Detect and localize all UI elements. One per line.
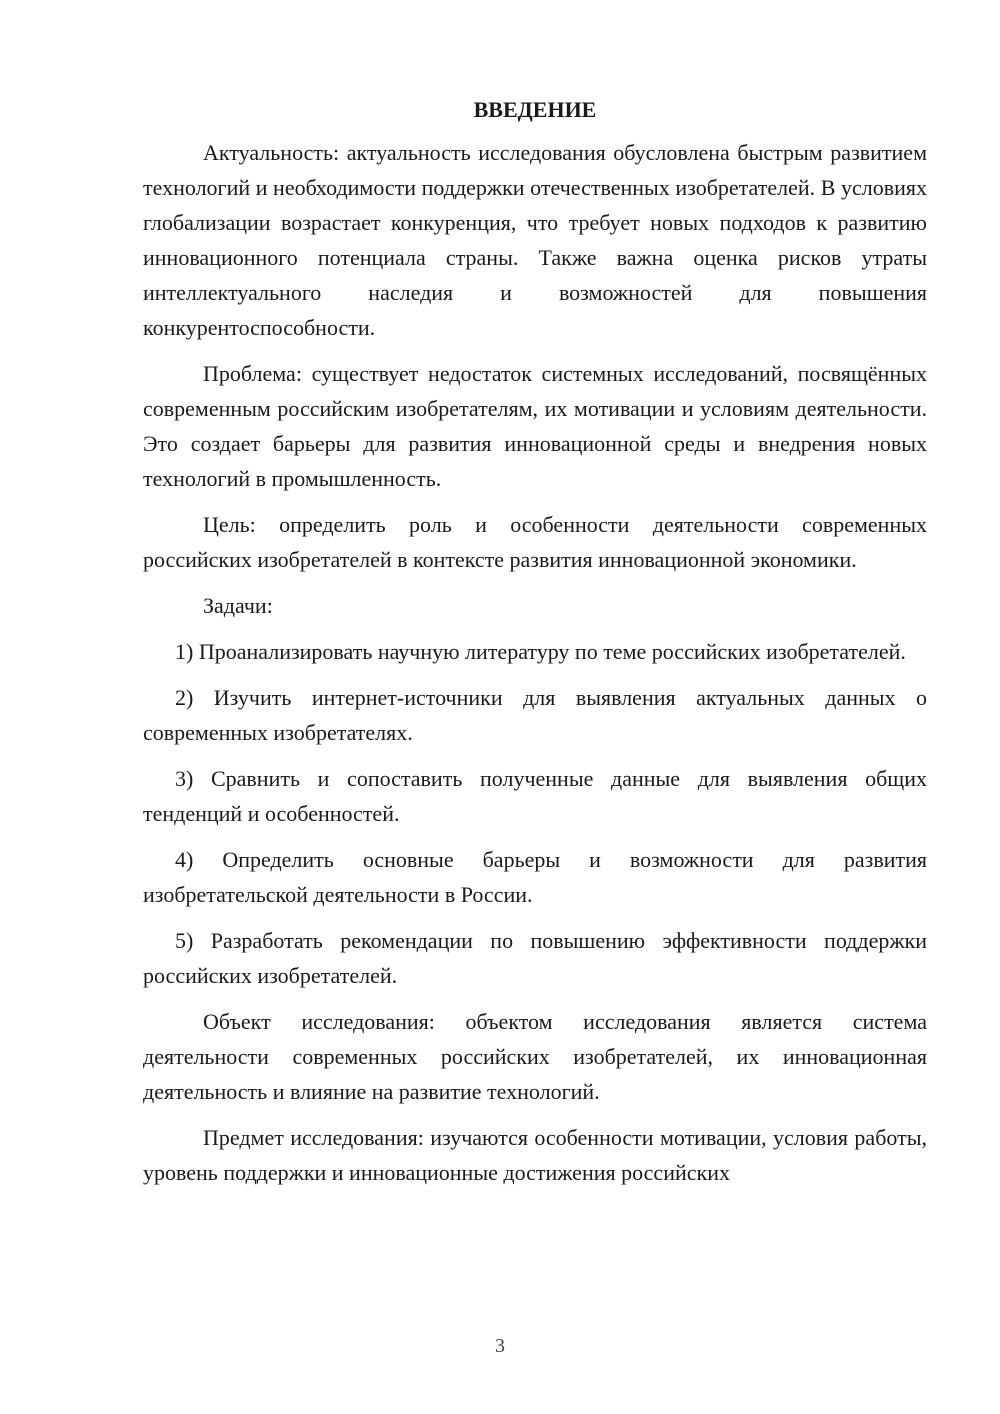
task-item-3: 3) Сравнить и сопоставить полученные данные для выявления общих тенденций и особенностей. bbox=[143, 766, 927, 826]
task-item-4: 4) Определить основные барьеры и возможности для развития изобретательской деятельности в России. bbox=[143, 847, 927, 907]
page-number: 3 bbox=[495, 1335, 505, 1357]
paragraph-relevance: Актуальность: актуальность исследования обусловлена быстрым развитием технологий и необходимости поддержки отечественных изобретателей. В условиях глобализации возрастает конкуренция, что требует новых подходов к развитию инновационного потенциала страны. Также важна оценка рисков утраты интеллектуального наследия и возможностей для повышения конкурентоспособности. bbox=[143, 140, 927, 340]
task-item-1: 1) Проанализировать научную литературу по теме российских изобретателей. bbox=[175, 639, 906, 664]
paragraph-goal: Цель: определить роль и особенности деятельности современных российских изобретателей в контексте развития инновационной экономики. bbox=[143, 512, 927, 572]
paragraph-problem: Проблема: существует недостаток системных исследований, посвящённых современным российским изобретателям, их мотивации и условиям деятельности. Это создает барьеры для развития инновационной среды и внедрения новых технологий в промышленность. bbox=[143, 361, 927, 491]
paragraph-subject: Предмет исследования: изучаются особенности мотивации, условия работы, уровень поддержки и инновационные достижения российских bbox=[143, 1125, 927, 1185]
tasks-label: Задачи: bbox=[203, 593, 273, 618]
task-item-2: 2) Изучить интернет-источники для выявления актуальных данных о современных изобретателях. bbox=[143, 685, 927, 745]
section-heading: ВВЕДЕНИЕ bbox=[473, 97, 597, 122]
document-page bbox=[143, 92, 927, 1201]
paragraph-object: Объект исследования: объектом исследования является система деятельности современных российских изобретателей, их инновационная деятельность и влияние на развитие технологий. bbox=[143, 1009, 927, 1104]
task-item-5: 5) Разработать рекомендации по повышению эффективности поддержки российских изобретателей. bbox=[143, 928, 927, 988]
